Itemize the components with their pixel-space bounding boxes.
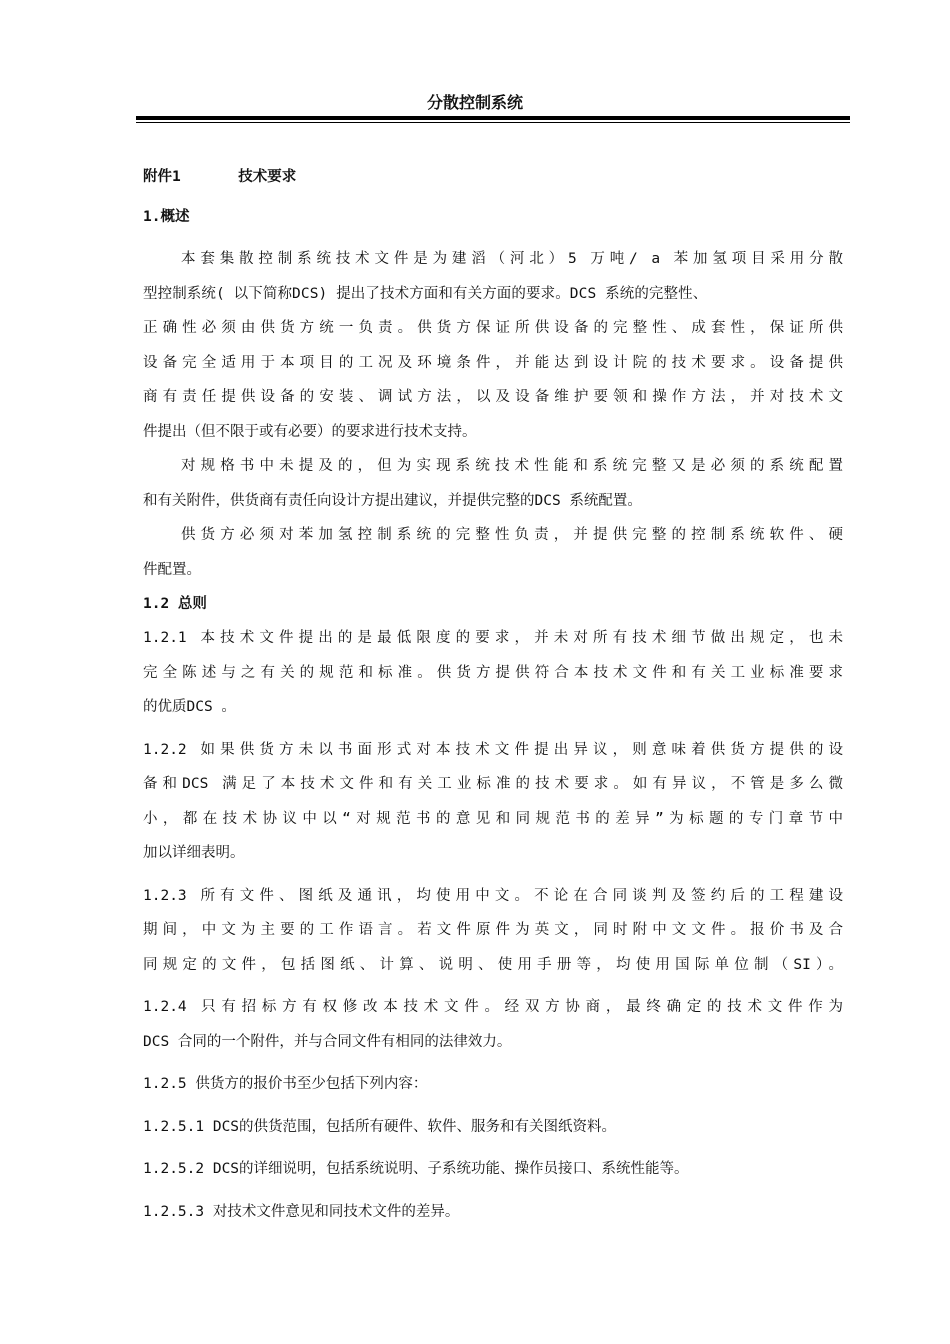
paragraph-line: 1.2.5.3 对技术文件意见和同技术文件的差异。	[143, 1203, 460, 1220]
paragraph-line: 1.2.5.2 DCS的详细说明，包括系统说明、子系统功能、操作员接口、系统性能等。	[143, 1161, 689, 1177]
clause-1-2-1	[143, 621, 843, 725]
paragraph-line: 本套集散控制系统技术文件是为建滔（河北）5 万吨/ a 苯加氢项目采用分散	[181, 251, 843, 267]
section-1-heading: 1.概述	[143, 209, 190, 225]
paragraph-line: 加以详细表明。	[143, 845, 245, 861]
clause-1-2-5-3	[143, 1195, 843, 1230]
paragraph-line: 1.2.2 如果供货方未以书面形式对本技术文件提出异议，则意味着供货方提供的设	[143, 741, 843, 758]
clause-1-2-3	[143, 879, 843, 983]
paragraph-line: 1.2.1 本技术文件提出的是最低限度的要求，并未对所有技术细节做出规定，也未	[143, 630, 843, 646]
section-1-paragraph-1	[143, 242, 843, 449]
clause-1-2-2	[143, 733, 843, 871]
paragraph-line: 备和DCS 满足了本技术文件和有关工业标准的技术要求。如有异议，不管是多么微	[143, 776, 843, 792]
header-rule-thick	[136, 116, 850, 120]
clause-1-2-5	[143, 1067, 843, 1102]
paragraph-line: 供货方必须对苯加氢控制系统的完整性负责，并提供完整的控制系统软件、硬	[181, 527, 843, 543]
paragraph-line: 1.2.5.1 DCS的供货范围，包括所有硬件、软件、服务和有关图纸资料。	[143, 1118, 617, 1135]
paragraph-line: 和有关附件，供货商有责任向设计方提出建议，并提供完整的DCS 系统配置。	[143, 492, 642, 509]
paragraph-line: 型控制系统( 以下简称DCS) 提出了技术方面和有关方面的要求。DCS 系统的完整性、	[143, 285, 708, 302]
clause-1-2-5-2	[143, 1152, 843, 1187]
clause-1-2-5-1	[143, 1110, 843, 1145]
attachment-label: 附件1	[143, 169, 181, 185]
paragraph-line: 1.2.3 所有文件、图纸及通讯，均使用中文。不论在合同谈判及签约后的工程建设	[143, 887, 843, 904]
paragraph-line: 1.2.4 只有招标方有权修改本技术文件。经双方协商，最终确定的技术文件作为	[143, 999, 843, 1015]
attachment-heading	[143, 160, 843, 194]
paragraph-line: 正确性必须由供货方统一负责。供货方保证所供设备的完整性、成套性，保证所供	[143, 320, 843, 336]
paragraph-line: 的优质DCS 。	[143, 699, 236, 715]
attachment-title: 技术要求	[238, 169, 297, 185]
section-1-2-heading: 1.2 总则	[143, 596, 207, 612]
paragraph-line: 期间，中文为主要的工作语言。若文件原件为英文，同时附中文文件。报价书及合	[143, 922, 843, 938]
page-header-title: 分散控制系统	[426, 93, 523, 112]
paragraph-line: 商有责任提供设备的安装、调试方法，以及设备维护要领和操作方法，并对技术文	[143, 389, 843, 405]
section-1-paragraph-3	[143, 518, 843, 587]
document-body	[143, 160, 843, 1229]
paragraph-line: 1.2.5 供货方的报价书至少包括下列内容：	[143, 1076, 428, 1092]
paragraph-line: DCS 合同的一个附件，并与合同文件有相同的法律效力。	[143, 1033, 512, 1050]
paragraph-line: 对规格书中未提及的，但为实现系统技术性能和系统完整又是必须的系统配置	[181, 458, 843, 474]
paragraph-line: 件提出（但不限于或有必要）的要求进行技术支持。	[143, 423, 477, 440]
paragraph-line: 小，都在技术协议中以“对规范书的意见和同规范书的差异”为标题的专门章节中	[143, 810, 843, 827]
paragraph-line: 件配置。	[143, 561, 201, 578]
clause-1-2-4	[143, 990, 843, 1059]
paragraph-line: 完全陈述与之有关的规范和标准。供货方提供符合本技术文件和有关工业标准要求	[143, 664, 843, 681]
section-1-paragraph-2	[143, 449, 843, 518]
header-rule-thin	[136, 122, 850, 123]
paragraph-line: 设备完全适用于本项目的工况及环境条件，并能达到设计院的技术要求。设备提供	[143, 354, 843, 371]
paragraph-line: 同规定的文件，包括图纸、计算、说明、使用手册等，均使用国际单位制（SI）。	[143, 956, 843, 973]
